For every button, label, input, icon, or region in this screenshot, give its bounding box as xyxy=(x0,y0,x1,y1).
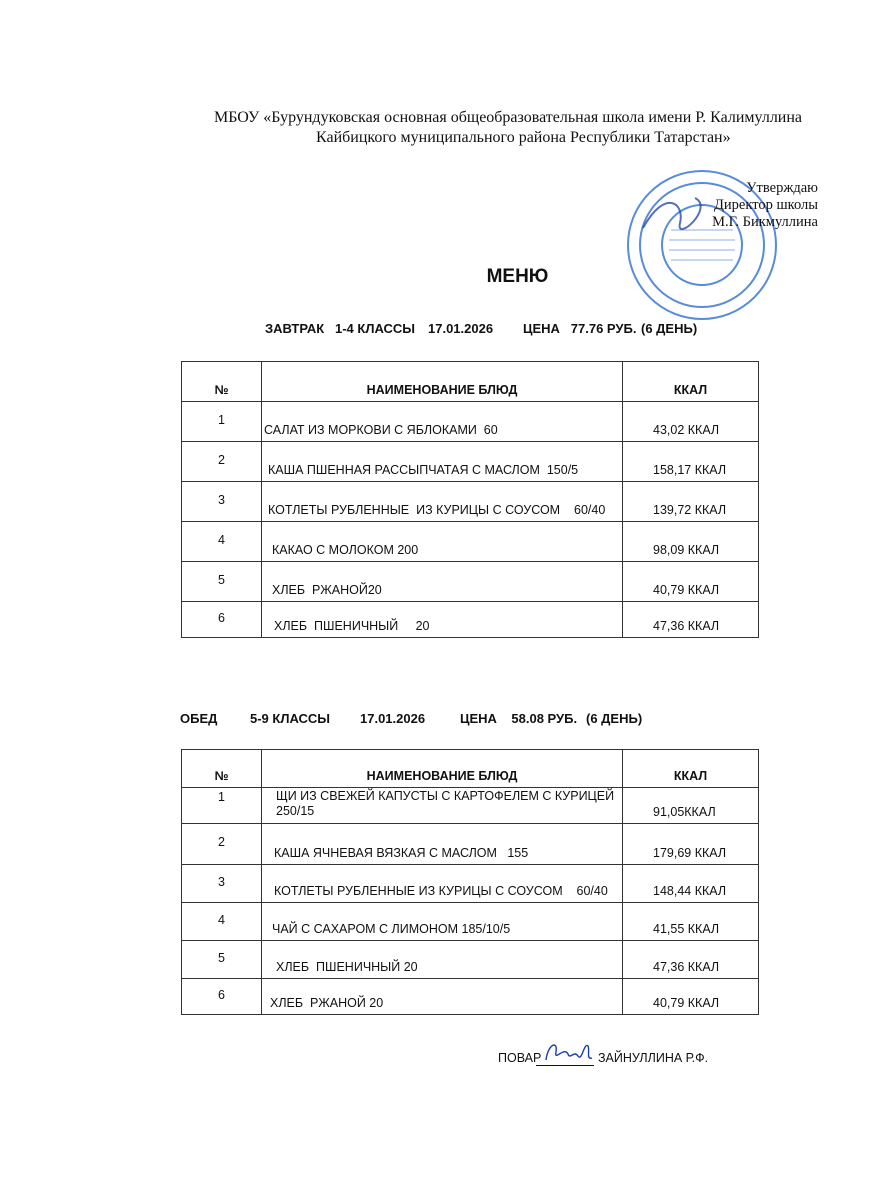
row-number: 6 xyxy=(182,602,262,638)
row-dish-name: КОТЛЕТЫ РУБЛЕННЫЕ ИЗ КУРИЦЫ С СОУСОМ 60/40 xyxy=(262,482,623,522)
table-row xyxy=(182,903,759,941)
approval-line-1: Утверждаю xyxy=(746,180,818,196)
header-dish-name: НАИМЕНОВАНИЕ БЛЮД xyxy=(262,750,623,788)
lunch-price: ЦЕНА 58.08 РУБ. xyxy=(460,711,578,726)
row-number: 3 xyxy=(182,482,262,522)
table-row xyxy=(182,865,759,903)
approval-line-3: М.Г. Бикмуллина xyxy=(712,214,818,230)
row-number: 1 xyxy=(182,788,262,824)
row-kcal: 139,72 ККАЛ xyxy=(623,482,759,522)
row-kcal: 179,69 ККАЛ xyxy=(623,824,759,865)
row-number: 2 xyxy=(182,442,262,482)
row-kcal: 41,55 ККАЛ xyxy=(623,903,759,941)
row-number: 1 xyxy=(182,402,262,442)
row-dish-name: КАКАО С МОЛОКОМ 200 xyxy=(262,522,623,562)
row-dish-name: ЧАЙ С САХАРОМ С ЛИМОНОМ 185/10/5 xyxy=(262,903,623,941)
approval-block xyxy=(700,180,818,231)
cook-signature xyxy=(540,1036,598,1068)
approval-line-2: Директор школы xyxy=(714,197,818,213)
row-dish-name: ХЛЕБ ПШЕНИЧНЫЙ 20 xyxy=(262,941,623,979)
header-kcal: ККАЛ xyxy=(623,362,759,402)
lunch-day: (6 ДЕНЬ) xyxy=(586,711,643,726)
row-dish-name: ЩИ ИЗ СВЕЖЕЙ КАПУСТЫ С КАРТОФЕЛЕМ С КУРИЦЕЙ 250/15 xyxy=(262,788,623,824)
breakfast-day: (6 ДЕНЬ) xyxy=(641,321,698,336)
table-row xyxy=(182,979,759,1015)
row-number: 6 xyxy=(182,979,262,1015)
table-row xyxy=(182,562,759,602)
row-kcal: 98,09 ККАЛ xyxy=(623,522,759,562)
table-row xyxy=(182,788,759,824)
row-dish-name: КАША ПШЕННАЯ РАССЫПЧАТАЯ С МАСЛОМ 150/5 xyxy=(262,442,623,482)
table-row xyxy=(182,522,759,562)
page-title: МЕНЮ xyxy=(486,266,549,287)
row-kcal: 43,02 ККАЛ xyxy=(623,402,759,442)
cook-label: ПОВАР xyxy=(498,1051,542,1065)
breakfast-date: 17.01.2026 xyxy=(428,321,494,336)
director-signature xyxy=(643,198,701,229)
row-kcal: 148,44 ККАЛ xyxy=(623,865,759,903)
row-dish-name: КОТЛЕТЫ РУБЛЕННЫЕ ИЗ КУРИЦЫ С СОУСОМ 60/40 xyxy=(262,865,623,903)
row-kcal: 40,79 ККАЛ xyxy=(623,979,759,1015)
row-kcal: 47,36 ККАЛ xyxy=(623,941,759,979)
lunch-meal: ОБЕД xyxy=(180,711,218,726)
lunch-date: 17.01.2026 xyxy=(360,711,426,726)
row-kcal: 47,36 ККАЛ xyxy=(623,602,759,638)
breakfast-meal: ЗАВТРАК xyxy=(265,321,325,336)
table-row xyxy=(182,602,759,638)
header-kcal: ККАЛ xyxy=(623,750,759,788)
row-dish-name: ХЛЕБ РЖАНОЙ 20 xyxy=(262,979,623,1015)
table-header-row xyxy=(182,362,759,402)
row-number: 4 xyxy=(182,522,262,562)
row-number: 3 xyxy=(182,865,262,903)
table-row xyxy=(182,402,759,442)
table-row xyxy=(182,824,759,865)
table-header-row xyxy=(182,750,759,788)
breakfast-price: ЦЕНА 77.76 РУБ. xyxy=(523,321,637,336)
lunch-table xyxy=(181,749,759,1015)
row-dish-name: ХЛЕБ РЖАНОЙ20 xyxy=(262,562,623,602)
table-row xyxy=(182,442,759,482)
header-number: № xyxy=(182,750,262,788)
table-row xyxy=(182,941,759,979)
org-line-2: Кайбицкого муниципального района Республики Татарстан» xyxy=(316,129,731,146)
org-line-1: МБОУ «Бурундуковская основная общеобразовательная школа имени Р. Калимуллина xyxy=(214,109,803,126)
table-row xyxy=(182,482,759,522)
row-dish-name: САЛАТ ИЗ МОРКОВИ С ЯБЛОКАМИ 60 xyxy=(262,402,623,442)
row-number: 5 xyxy=(182,562,262,602)
row-number: 2 xyxy=(182,824,262,865)
row-dish-name: ХЛЕБ ПШЕНИЧНЫЙ 20 xyxy=(262,602,623,638)
header-number: № xyxy=(182,362,262,402)
row-kcal: 158,17 ККАЛ xyxy=(623,442,759,482)
breakfast-classes: 1-4 КЛАССЫ xyxy=(335,321,416,336)
header-dish-name: НАИМЕНОВАНИЕ БЛЮД xyxy=(262,362,623,402)
row-kcal: 40,79 ККАЛ xyxy=(623,562,759,602)
cook-name: ЗАЙНУЛЛИНА Р.Ф. xyxy=(598,1051,709,1065)
row-dish-name: КАША ЯЧНЕВАЯ ВЯЗКАЯ С МАСЛОМ 155 xyxy=(262,824,623,865)
row-number: 5 xyxy=(182,941,262,979)
lunch-classes: 5-9 КЛАССЫ xyxy=(250,711,331,726)
breakfast-table xyxy=(181,361,759,638)
row-number: 4 xyxy=(182,903,262,941)
row-kcal: 91,05ККАЛ xyxy=(623,788,759,824)
